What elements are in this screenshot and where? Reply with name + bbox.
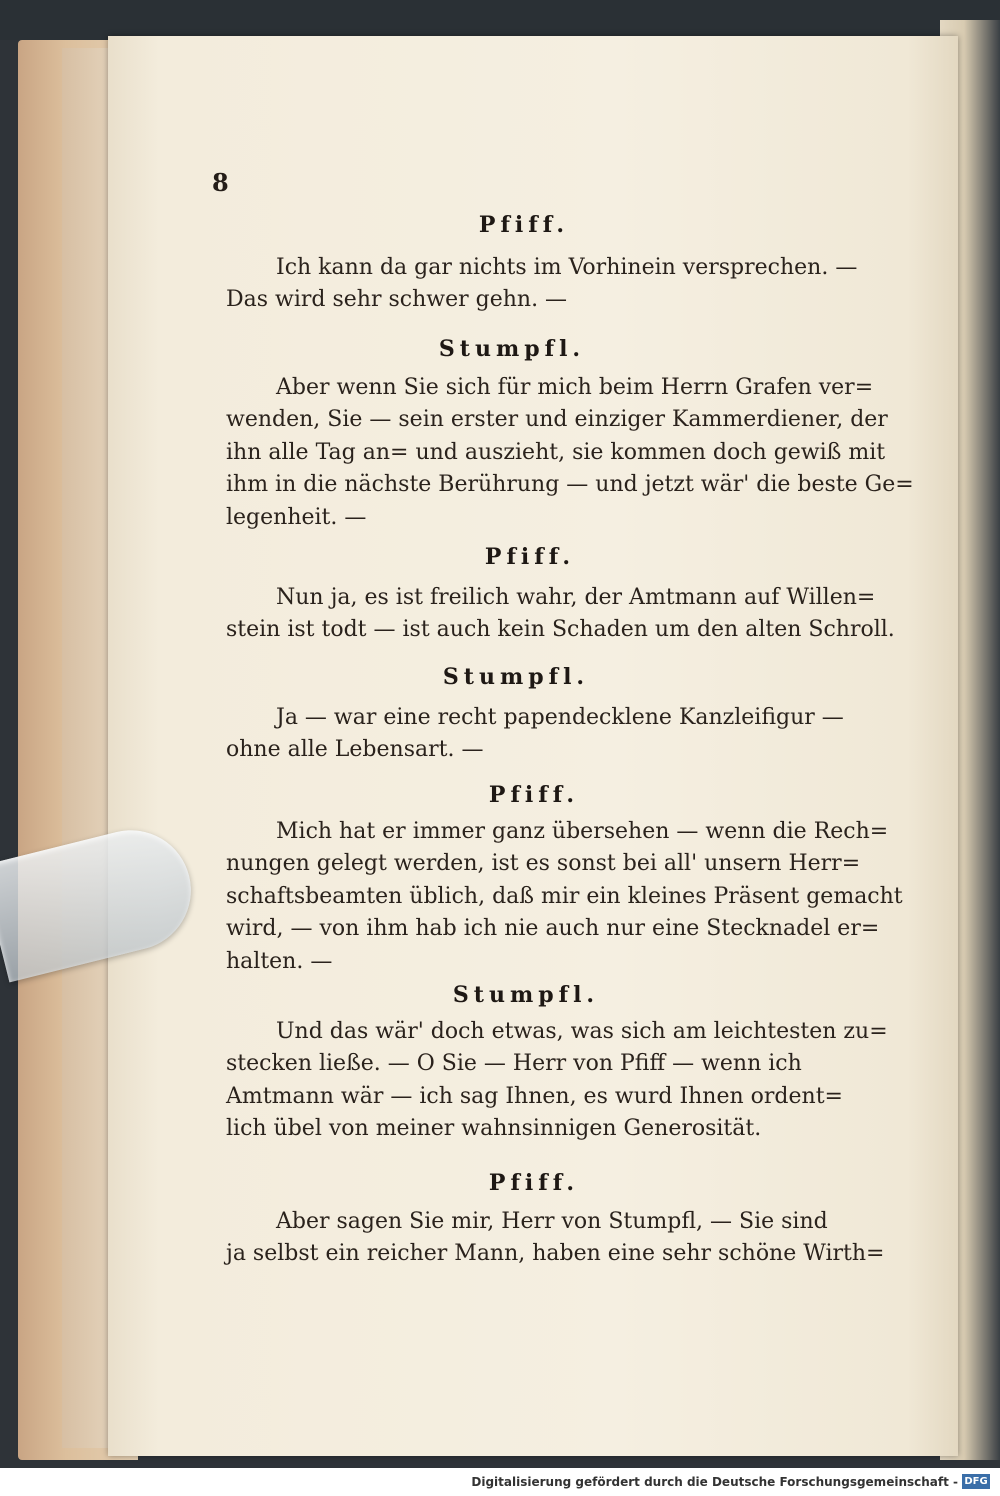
- text-line: Aber wenn Sie sich für mich beim Herrn Grafen ver=: [276, 375, 874, 400]
- text-line: nungen gelegt werden, ist es sonst bei all' unsern Herr=: [226, 851, 861, 877]
- text-line: schaftsbeamten üblich, daß mir ein kleines Präsent gemacht: [226, 883, 903, 909]
- speaker-name: Stumpfl.: [452, 982, 600, 1008]
- text-line: stein ist todt — ist auch kein Schaden um den alten Schroll.: [226, 617, 895, 643]
- dialogue-paragraph: [226, 816, 903, 978]
- speaker-name: Pfiff.: [488, 782, 580, 808]
- dialogue-paragraph: [226, 372, 914, 534]
- text-line: wird, — von ihm hab ich nie auch nur eine Stecknadel er=: [226, 916, 880, 942]
- dialogue-paragraph: [226, 582, 895, 647]
- text-line: Ich kann da gar nichts im Vorhinein versprechen. —: [276, 255, 858, 280]
- dialogue-paragraph: [226, 702, 852, 767]
- funding-credit: Digitalisierung gefördert durch die Deutsche Forschungsgemeinschaft -: [471, 1475, 958, 1489]
- text-line: Das wird sehr schwer gehn. —: [226, 287, 568, 313]
- dialogue-paragraph: [226, 1206, 885, 1271]
- speaker-name: Stumpfl.: [438, 336, 586, 362]
- text-line: halten. —: [226, 948, 333, 974]
- dfg-logo: DFG: [962, 1474, 990, 1489]
- text-line: Aber sagen Sie mir, Herr von Stumpfl, — Sie sind: [276, 1209, 828, 1234]
- scan-background-top: [0, 0, 1000, 40]
- speaker-name: Pfiff.: [478, 212, 570, 238]
- page-number: 8: [212, 168, 229, 197]
- text-line: ihn alle Tag an= und auszieht, sie kommen doch gewiß mit: [226, 439, 886, 465]
- text-line: Ja — war eine recht papendecklene Kanzleifigur —: [276, 705, 844, 730]
- speaker-name: Pfiff.: [488, 1170, 580, 1196]
- dialogue-paragraph: [226, 252, 858, 317]
- text-line: stecken ließe. — O Sie — Herr von Pfiff — wenn ich: [226, 1051, 802, 1077]
- dialogue-paragraph: [226, 1016, 888, 1146]
- text-line: ohne alle Lebensart. —: [226, 737, 484, 763]
- text-line: ja selbst ein reicher Mann, haben eine sehr schöne Wirth=: [226, 1241, 885, 1267]
- text-line: Mich hat er immer ganz übersehen — wenn die Rech=: [276, 819, 889, 844]
- speaker-name: Pfiff.: [484, 544, 576, 570]
- text-line: wenden, Sie — sein erster und einziger Kammerdiener, der: [226, 407, 888, 433]
- text-line: legenheit. —: [226, 504, 367, 530]
- text-line: Und das wär' doch etwas, was sich am leichtesten zu=: [276, 1019, 888, 1044]
- text-line: lich übel von meiner wahnsinnigen Generosität.: [226, 1116, 762, 1142]
- text-line: Amtmann wär — ich sag Ihnen, es wurd Ihnen ordent=: [226, 1083, 843, 1109]
- text-line: ihm in die nächste Berührung — und jetzt wär' die beste Ge=: [226, 472, 914, 498]
- text-line: Nun ja, es ist freilich wahr, der Amtmann auf Willen=: [276, 585, 876, 610]
- speaker-name: Stumpfl.: [442, 664, 590, 690]
